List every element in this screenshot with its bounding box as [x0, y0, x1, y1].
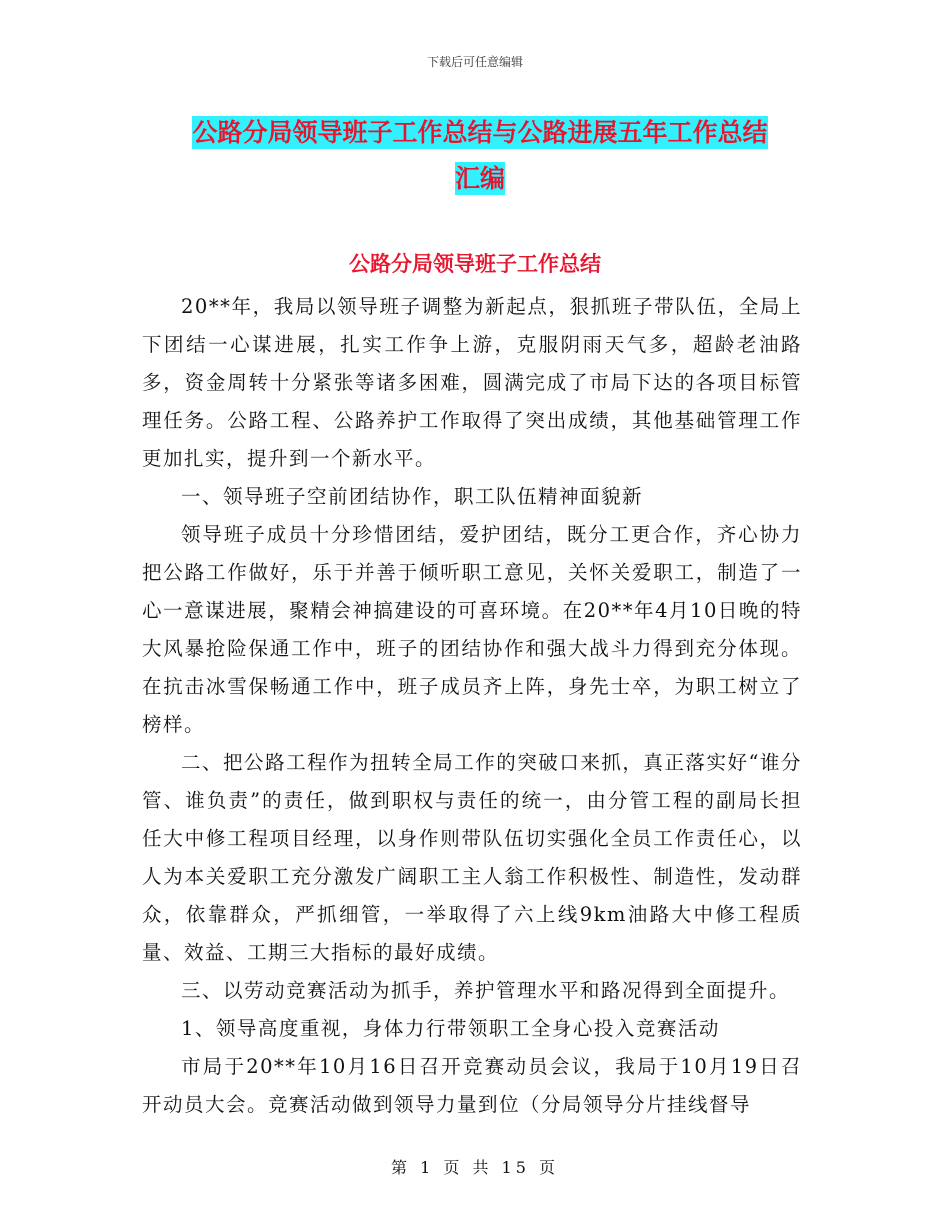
document-body: [142, 288, 802, 1124]
heading-1: 一、领导班子空前团结协作，职工队伍精神面貌新: [181, 485, 644, 508]
paragraph-3-1: 市局于20**年10月16日召开竞赛动员会议，我局于10月19日召开动员大会。竞赛活动做到领导力量到位（分局领导分片挂线督导: [142, 1055, 802, 1116]
paragraph-intro: 20**年，我局以领导班子调整为新起点，狠抓班子带队伍，全局上下团结一心谋进展，扎实工作争上游，克服阴雨天气多，超龄老油路多，资金周转十分紧张等诸多困难，圆满完成了市局下达的各项目标管理任务。公路工程、公路养护工作取得了突出成绩，其他基础管理工作更加扎实，提升到一个新水平。: [142, 295, 802, 470]
document-title-line-2: 汇编: [454, 164, 505, 193]
paragraph-2: 二、把公路工程作为扭转全局工作的突破口来抓，真正落实好“谁分管、谁负责”的责任，做到职权与责任的统一，由分管工程的副局长担任大中修工程项目经理，以身作则带队伍切实强化全员工作责任心，以人为本关爱职工充分激发广阔职工主人翁工作积极性、制造性，发动群众，依靠群众，严抓细管，一举取得了六上线9km油路大中修工程质量、效益、工期三大指标的最好成绩。: [142, 751, 802, 964]
document-title: [140, 110, 820, 202]
page-footer: 第 1 页 共 15 页: [391, 1158, 559, 1177]
subheading-3-1: 1、领导高度重视，身体力行带领职工全身心投入竞赛活动: [181, 1017, 720, 1040]
document-title-line-1: 公路分局领导班子工作总结与公路进展五年工作总结: [192, 118, 768, 147]
paragraph-1: 领导班子成员十分珍惜团结，爱护团结，既分工更合作，齐心协力把公路工作做好，乐于并善于倾听职工意见，关怀关爱职工，制造了一心一意谋进展，聚精会神搞建设的可喜环境。在20**年4月10日晚的特大风暴抢险保通工作中，班子的团结协作和强大战斗力得到充分体现。在抗击冰雪保畅通工作中，班子成员齐上阵，身先士卒，为职工树立了榜样。: [142, 523, 802, 736]
section-title: 公路分局领导班子工作总结: [349, 252, 601, 276]
heading-3: 三、以劳动竞赛活动为抓手，养护管理水平和路况得到全面提升。: [181, 979, 791, 1002]
header-note: 下载后可任意编辑: [426, 55, 523, 69]
